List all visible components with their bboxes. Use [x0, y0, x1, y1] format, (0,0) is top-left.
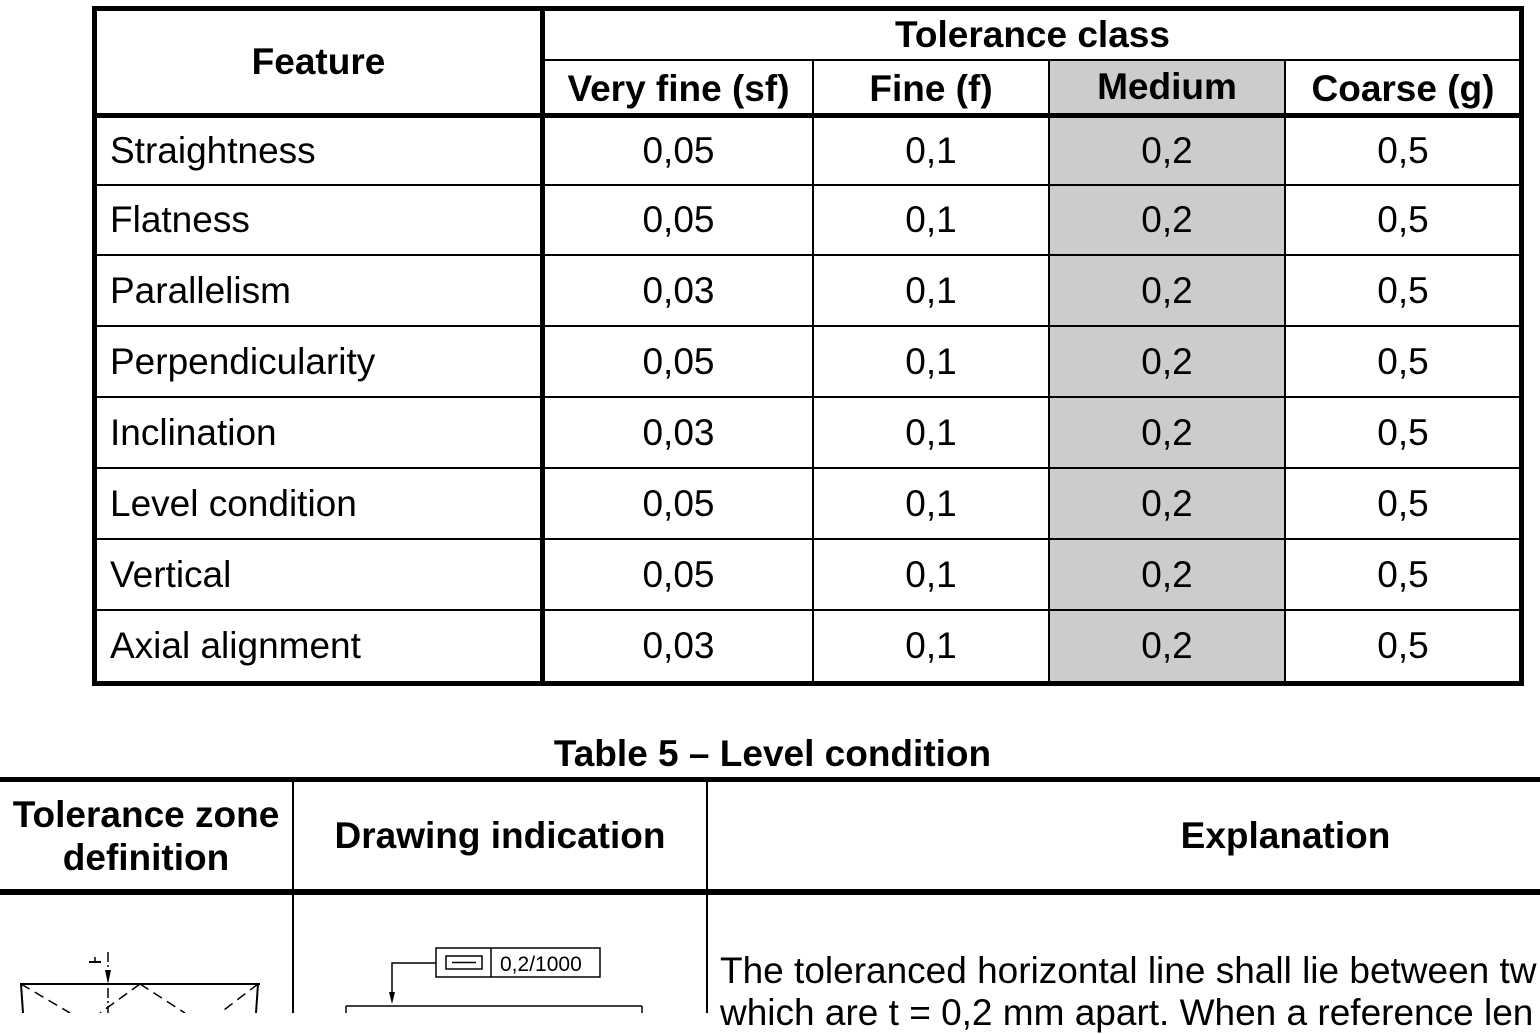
value-cell-medium: 0,2	[1141, 553, 1193, 595]
value-cell-fine: 0,1	[905, 411, 957, 453]
value-cell-very-fine: 0,05	[642, 482, 715, 524]
tolerance-zone-figure	[0, 940, 292, 1013]
drawing-indication-figure	[294, 930, 706, 1013]
column-header-medium: Medium	[1097, 66, 1237, 107]
feature-cell: Inclination	[110, 411, 277, 453]
feature-cell: Vertical	[110, 553, 232, 595]
value-cell-medium: 0,2	[1141, 199, 1193, 240]
feature-cell: Straightness	[110, 130, 316, 171]
value-cell-very-fine: 0,05	[642, 340, 715, 382]
tolerance-class-header: Tolerance class	[895, 14, 1170, 55]
value-cell-fine: 0,1	[905, 553, 957, 595]
value-cell-fine: 0,1	[905, 625, 957, 666]
table2-header-bottom-border	[0, 889, 1540, 895]
feature-header: Feature	[251, 41, 386, 82]
value-cell-medium: 0,2	[1141, 269, 1193, 311]
value-cell-coarse: 0,5	[1377, 411, 1429, 453]
explanation-text	[720, 950, 1537, 1034]
value-cell-coarse: 0,5	[1377, 625, 1429, 666]
group-header-divider	[543, 59, 1519, 61]
feature-cell: Level condition	[110, 482, 357, 524]
explanation-line: which are t = 0,2 mm apart. When a reference len	[720, 992, 1534, 1033]
value-cell-very-fine: 0,05	[642, 130, 715, 171]
feature-cell: Parallelism	[110, 269, 291, 311]
feature-cell: Axial alignment	[110, 625, 361, 666]
value-cell-medium: 0,2	[1141, 411, 1193, 453]
value-cell-fine: 0,1	[905, 340, 957, 382]
value-cell-coarse: 0,5	[1377, 482, 1429, 524]
value-cell-medium: 0,2	[1141, 482, 1193, 524]
value-cell-very-fine: 0,03	[642, 269, 715, 311]
column-header-very-fine: Very fine (sf)	[567, 68, 790, 109]
explanation-line: The toleranced horizontal line shall lie between tw	[720, 950, 1537, 991]
value-cell-medium: 0,2	[1141, 625, 1193, 666]
column-header-explanation: Explanation	[1180, 815, 1391, 856]
value-cell-coarse: 0,5	[1377, 199, 1429, 240]
value-cell-fine: 0,1	[905, 269, 957, 311]
column-header-fine: Fine (f)	[869, 68, 993, 109]
feature-cell: Flatness	[110, 199, 250, 240]
tolerance-frame-value: 0,2/1000	[500, 953, 582, 976]
value-cell-medium: 0,2	[1141, 130, 1193, 171]
value-cell-medium: 0,2	[1141, 340, 1193, 382]
value-cell-coarse: 0,5	[1377, 340, 1429, 382]
table-caption: Table 5 – Level condition	[553, 733, 992, 774]
value-cell-fine: 0,1	[905, 482, 957, 524]
column-header-coarse: Coarse (g)	[1311, 68, 1495, 109]
value-cell-very-fine: 0,05	[642, 553, 715, 595]
value-cell-very-fine: 0,03	[642, 625, 715, 666]
column-header-drawing-indication: Drawing indication	[334, 815, 666, 856]
value-cell-coarse: 0,5	[1377, 269, 1429, 311]
value-cell-fine: 0,1	[905, 130, 957, 171]
column-header-tolerance-zone: Tolerance zone definition	[12, 793, 280, 878]
value-cell-coarse: 0,5	[1377, 130, 1429, 171]
value-cell-very-fine: 0,03	[642, 411, 715, 453]
value-cell-fine: 0,1	[905, 199, 957, 240]
value-cell-coarse: 0,5	[1377, 553, 1429, 595]
value-cell-very-fine: 0,05	[642, 199, 715, 240]
feature-cell: Perpendicularity	[110, 340, 376, 382]
